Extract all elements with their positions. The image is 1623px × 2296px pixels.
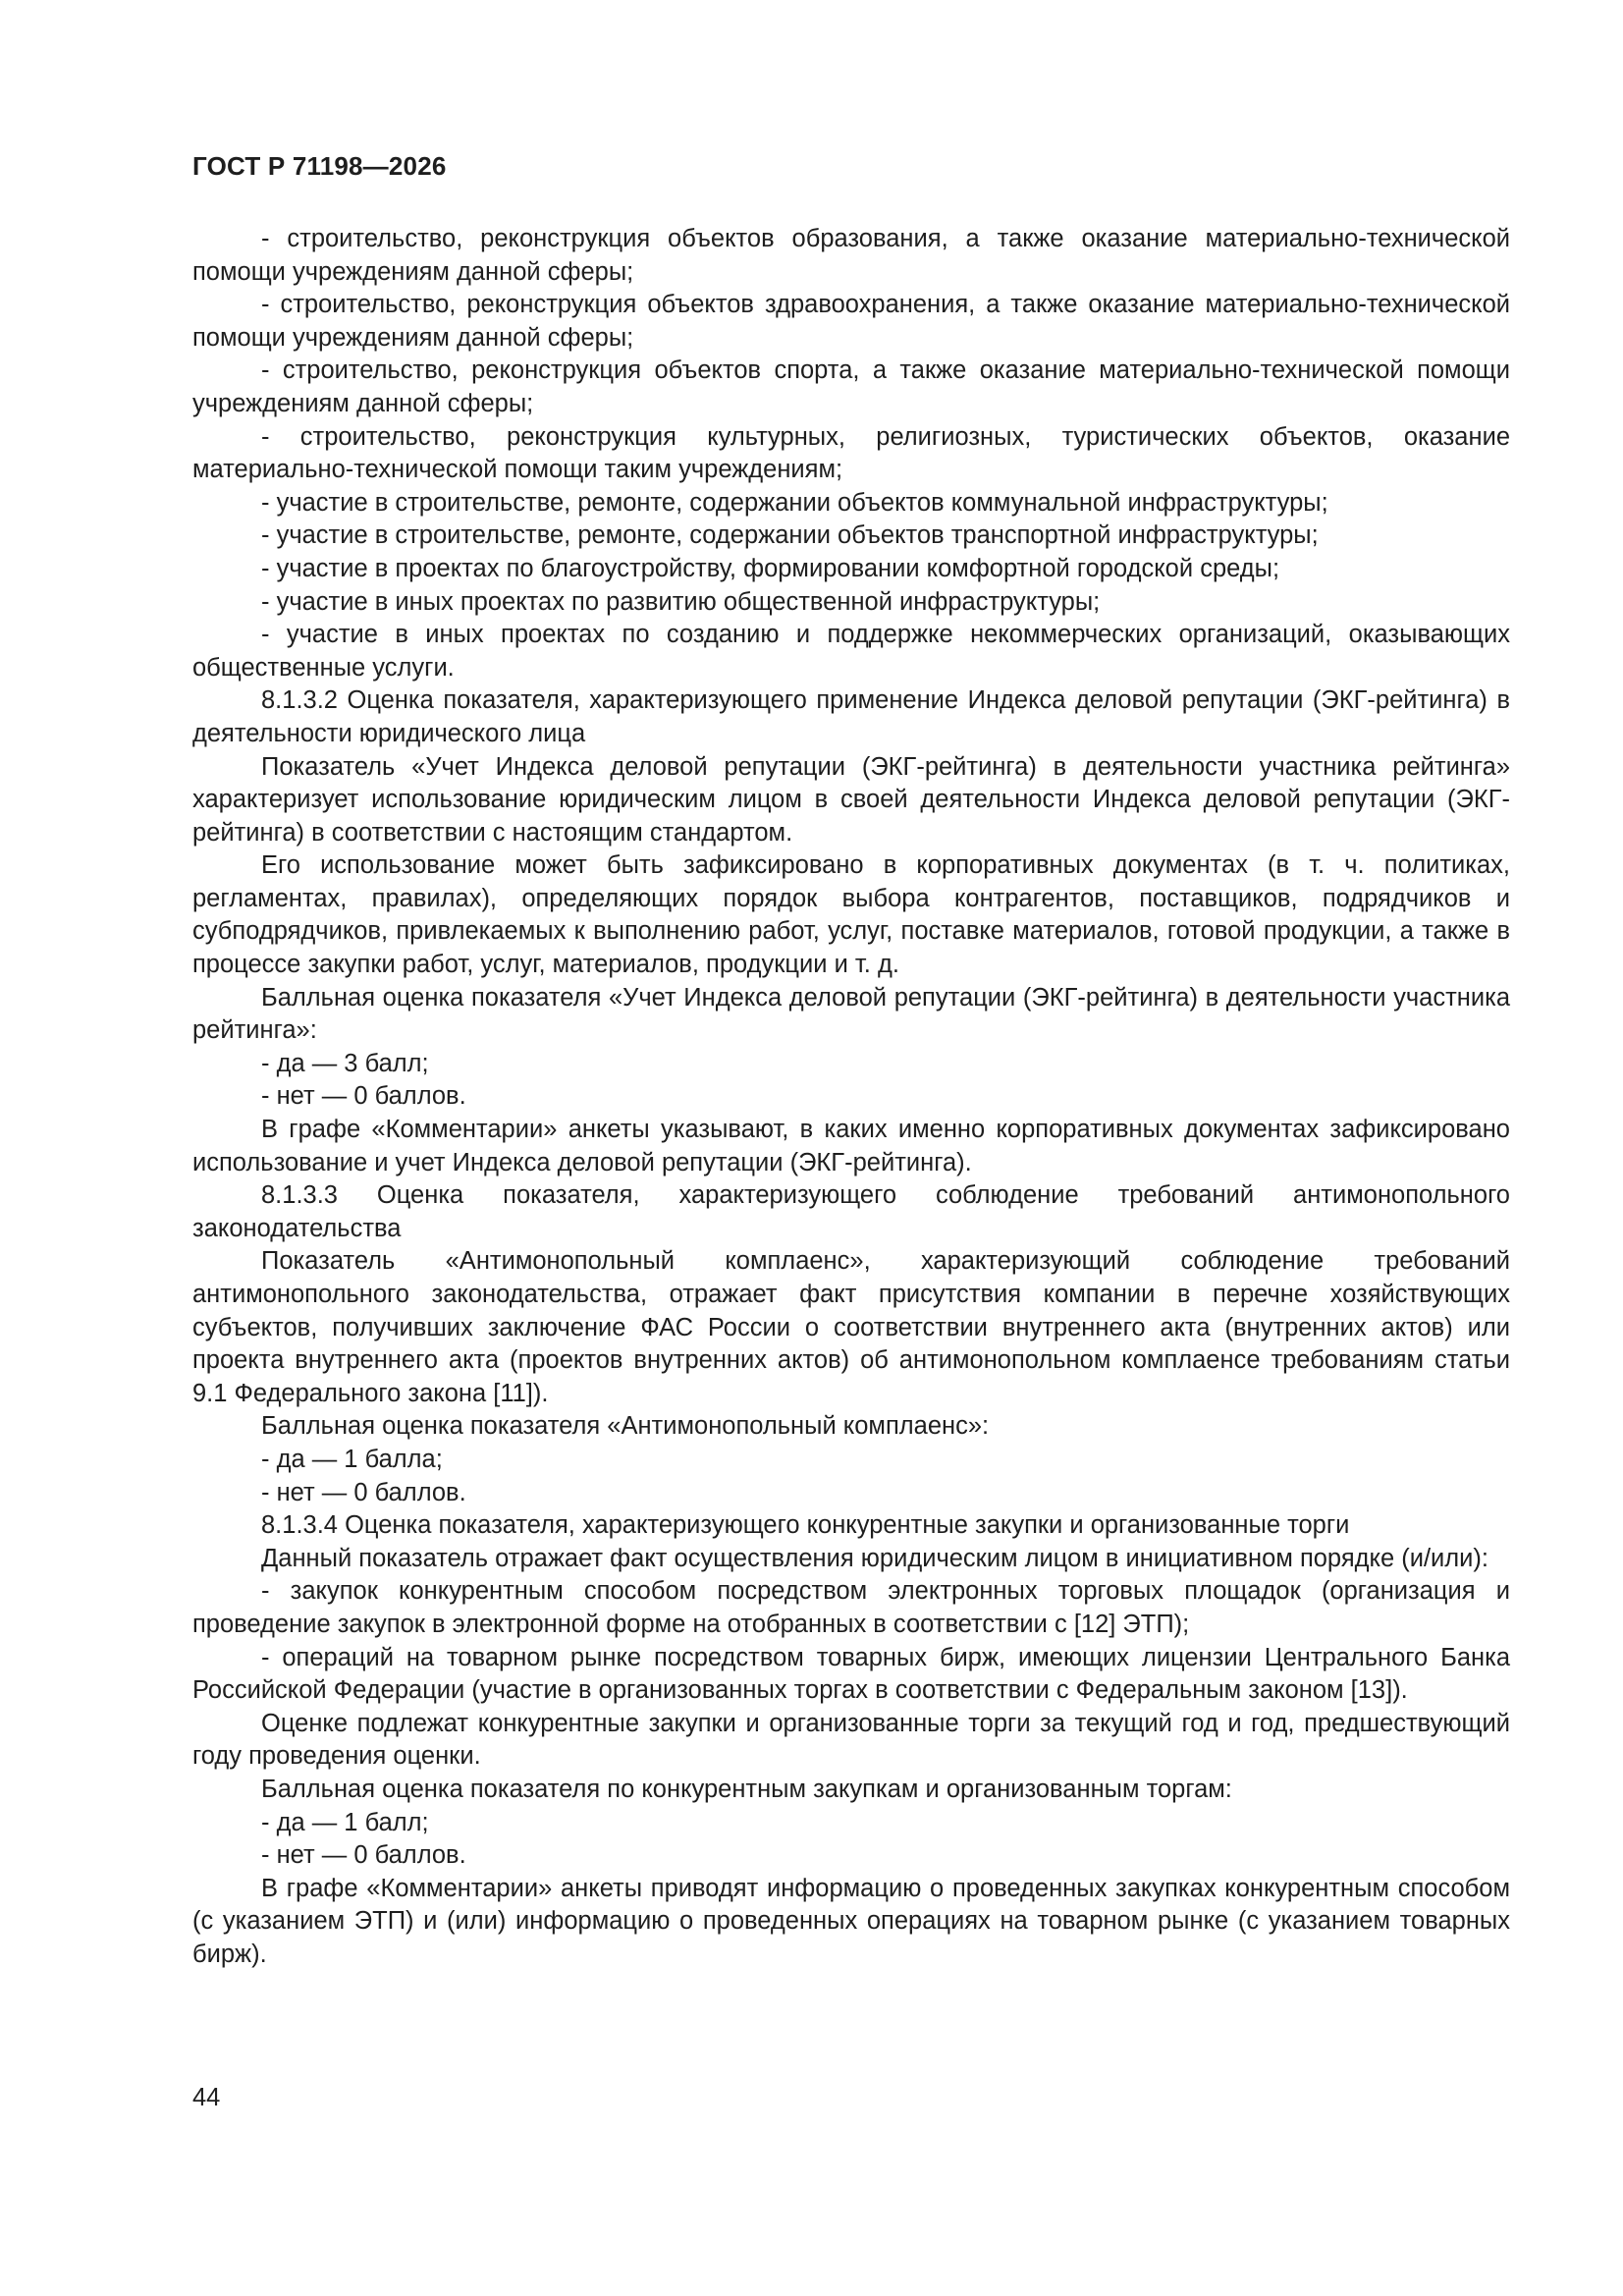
paragraph: Данный показатель отражает факт осуществления юридическим лицом в инициативном порядке (и/или):	[261, 1544, 1488, 1572]
paragraph: - участие в иных проектах по созданию и поддержке некоммерческих организаций, оказывающих общественные услуги.	[192, 621, 1510, 682]
paragraph: - участие в строительстве, ремонте, содержании объектов транспортной инфраструктуры;	[261, 521, 1319, 550]
paragraph: - участие в проектах по благоустройству, формировании комфортной городской среды;	[261, 554, 1280, 582]
list-item: - да — 1 балл;	[261, 1808, 429, 1836]
paragraph: - участие в иных проектах по развитию общественной инфраструктуры;	[261, 587, 1101, 616]
paragraph: - участие в строительстве, ремонте, содержании объектов коммунальной инфраструктуры;	[261, 488, 1328, 517]
paragraph: Показатель «Антимонопольный комплаенс», характеризующий соблюдение требований антимонопольного законодательства, отражает факт присутствия компании в перечне хозяйствующих субъектов, получивших заключение ФАС России о соответствии внутреннего акта (внутренних актов) или проекта внутреннего акта (проектов внутренних актов) об антимонопольном комплаенсе требованиям статьи 9.1 Федерального закона [11]).	[192, 1247, 1510, 1407]
paragraph: В графе «Комментарии» анкеты приводят информацию о проведенных закупках конкурентным способом (с указанием ЭТП) и (или) информацию о проведенных операциях на товарном рынке (с указанием товарных бирж).	[192, 1874, 1510, 1968]
list-item: - да — 3 балл;	[261, 1049, 429, 1077]
list-item: - нет — 0 баллов.	[261, 1478, 466, 1506]
paragraph: - строительство, реконструкция объектов образования, а также оказание материально-технической помощи учреждениям данной сферы;	[192, 225, 1510, 286]
section-heading: 8.1.3.2 Оценка показателя, характеризующего применение Индекса деловой репутации (ЭКГ-рейтинга) в деятельности юридического лица	[192, 686, 1510, 747]
list-item: - нет — 0 баллов.	[261, 1841, 466, 1870]
page-number: 44	[192, 2084, 221, 2111]
paragraph: Оценке подлежат конкурентные закупки и организованные торги за текущий год и год, предшествующий году проведения оценки.	[192, 1709, 1510, 1771]
list-item: - да — 1 балла;	[261, 1445, 443, 1473]
paragraph: Балльная оценка показателя «Учет Индекса деловой репутации (ЭКГ-рейтинга) в деятельности участника рейтинга»:	[192, 983, 1510, 1045]
list-item: - операций на товарном рынке посредством товарных бирж, имеющих лицензии Центрального Банка Российской Федерации (участие в организованных торгах в соответствии с Федеральным законом [13]).	[192, 1643, 1510, 1705]
paragraph: Балльная оценка показателя по конкурентным закупкам и организованным торгам:	[261, 1775, 1232, 1803]
paragraph: - строительство, реконструкция объектов спорта, а также оказание материально-технической помощи учреждениям данной сферы;	[192, 356, 1510, 417]
paragraph: В графе «Комментарии» анкеты указывают, в каких именно корпоративных документах зафиксировано использование и учет Индекса деловой репутации (ЭКГ-рейтинга).	[192, 1116, 1510, 1176]
section-heading: 8.1.3.3 Оценка показателя, характеризующего соблюдение требований антимонопольного законодательства	[192, 1181, 1510, 1242]
paragraph: - строительство, реконструкция культурных, религиозных, туристических объектов, оказание материально-технической помощи таким учреждениям;	[192, 422, 1510, 484]
document-header: ГОСТ Р 71198—2026	[192, 151, 447, 181]
paragraph: Его использование может быть зафиксировано в корпоративных документах (в т. ч. политиках, регламентах, правилах), определяющих порядок выбора контрагентов, поставщиков, подрядчиков и субподрядчиков, привлекаемых к выполнению работ, услуг, поставке материалов, готовой продукции, а также в процессе закупки работ, услуг, материалов, продукции и т. д.	[192, 851, 1510, 979]
list-item: - нет — 0 баллов.	[261, 1082, 466, 1111]
list-item: - закупок конкурентным способом посредством электронных торговых площадок (организация и проведение закупок в электронной форме на отобранных в соответствии с [12] ЭТП);	[192, 1577, 1510, 1638]
paragraph: Показатель «Учет Индекса деловой репутации (ЭКГ-рейтинга) в деятельности участника рейтинга» характеризует использование юридическим лицом в своей деятельности Индекса деловой репутации (ЭКГ-рейтинга) в соответствии с настоящим стандартом.	[192, 752, 1510, 847]
document-body	[192, 223, 1510, 1971]
paragraph: Балльная оценка показателя «Антимонопольный комплаенс»:	[261, 1412, 990, 1441]
section-heading: 8.1.3.4 Оценка показателя, характеризующего конкурентные закупки и организованные торги	[261, 1511, 1350, 1540]
paragraph: - строительство, реконструкция объектов здравоохранения, а также оказание материально-технической помощи учреждениям данной сферы;	[192, 291, 1510, 352]
